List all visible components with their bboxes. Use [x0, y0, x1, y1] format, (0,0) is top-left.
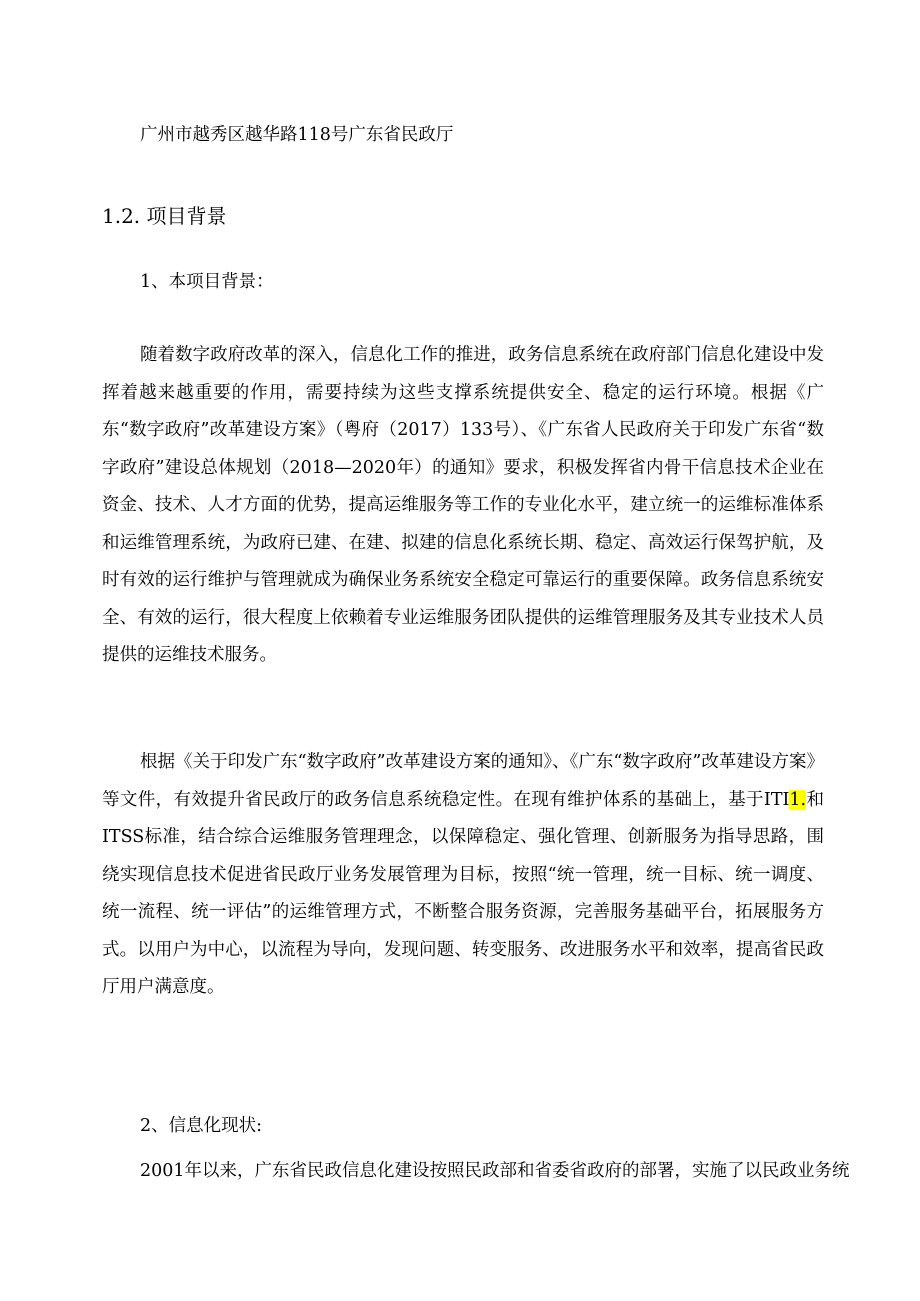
address-line: 广州市越秀区越华路118号广东省民政厅: [140, 125, 454, 145]
para2-text-after: 和ITSS标准，结合综合运维服务管理理念，以保障稳定、强化管理、创新服务为指导思路，围绕实现信息技术促进省民政厅业务发展管理为目标，按照“统一管理，统一目标、统一调度、统一流程、统一评估”的运维管理方式，不断整合服务资源，完善服务基础平台，拓展服务方式。以用户为中心，以流程为导向，发现问题、转变服务、改进服务水平和效率，提高省民政厅用户满意度。: [102, 789, 824, 997]
item2-label: 2、信息化现状:: [140, 1116, 263, 1136]
paragraph-standards: [102, 744, 824, 1007]
item1-label: 1、本项目背景：: [140, 272, 274, 292]
section-title: 项目背景: [146, 204, 227, 228]
paragraph-status-start: 2001年以来，广东省民政信息化建设按照民政部和省委省政府的部署，实施了以民政业务统: [140, 1161, 850, 1181]
paragraph-background: 随着数字政府改革的深入，信息化工作的推进，政务信息系统在政府部门信息化建设中发挥着越来越重要的作用，需要持续为这些支撑系统提供安全、稳定的运行环境。根据《广东“数字政府”改革建设方案》（粤府（2017）133号）、《广东省人民政府关于印发广东省“数字政府”建设总体规划（2018—2020年）的通知》要求，积极发挥省内骨干信息技术企业在资金、技术、人才方面的优势，提高运维服务等工作的专业化水平，建立统一的运维标准体系和运维管理系统，为政府已建、在建、拟建的信息化系统长期、稳定、高效运行保驾护航，及时有效的运行维护与管理就成为确保业务系统安全稳定可靠运行的重要保障。政务信息系统安全、有效的运行，很大程度上依赖着专业运维服务团队提供的运维管理服务及其专业技术人员提供的运维技术服务。: [102, 345, 824, 665]
section-number: 1.2.: [102, 204, 141, 228]
section-heading: [102, 203, 227, 229]
highlight-mark: 1.: [789, 789, 807, 810]
para2-text-before: 根据《关于印发广东“数字政府”改革建设方案的通知》、《广东“数字政府”改革建设方案》等文件，有效提升省民政厅的政务信息系统稳定性。在现有维护体系的基础上，基于ITI: [102, 752, 824, 810]
